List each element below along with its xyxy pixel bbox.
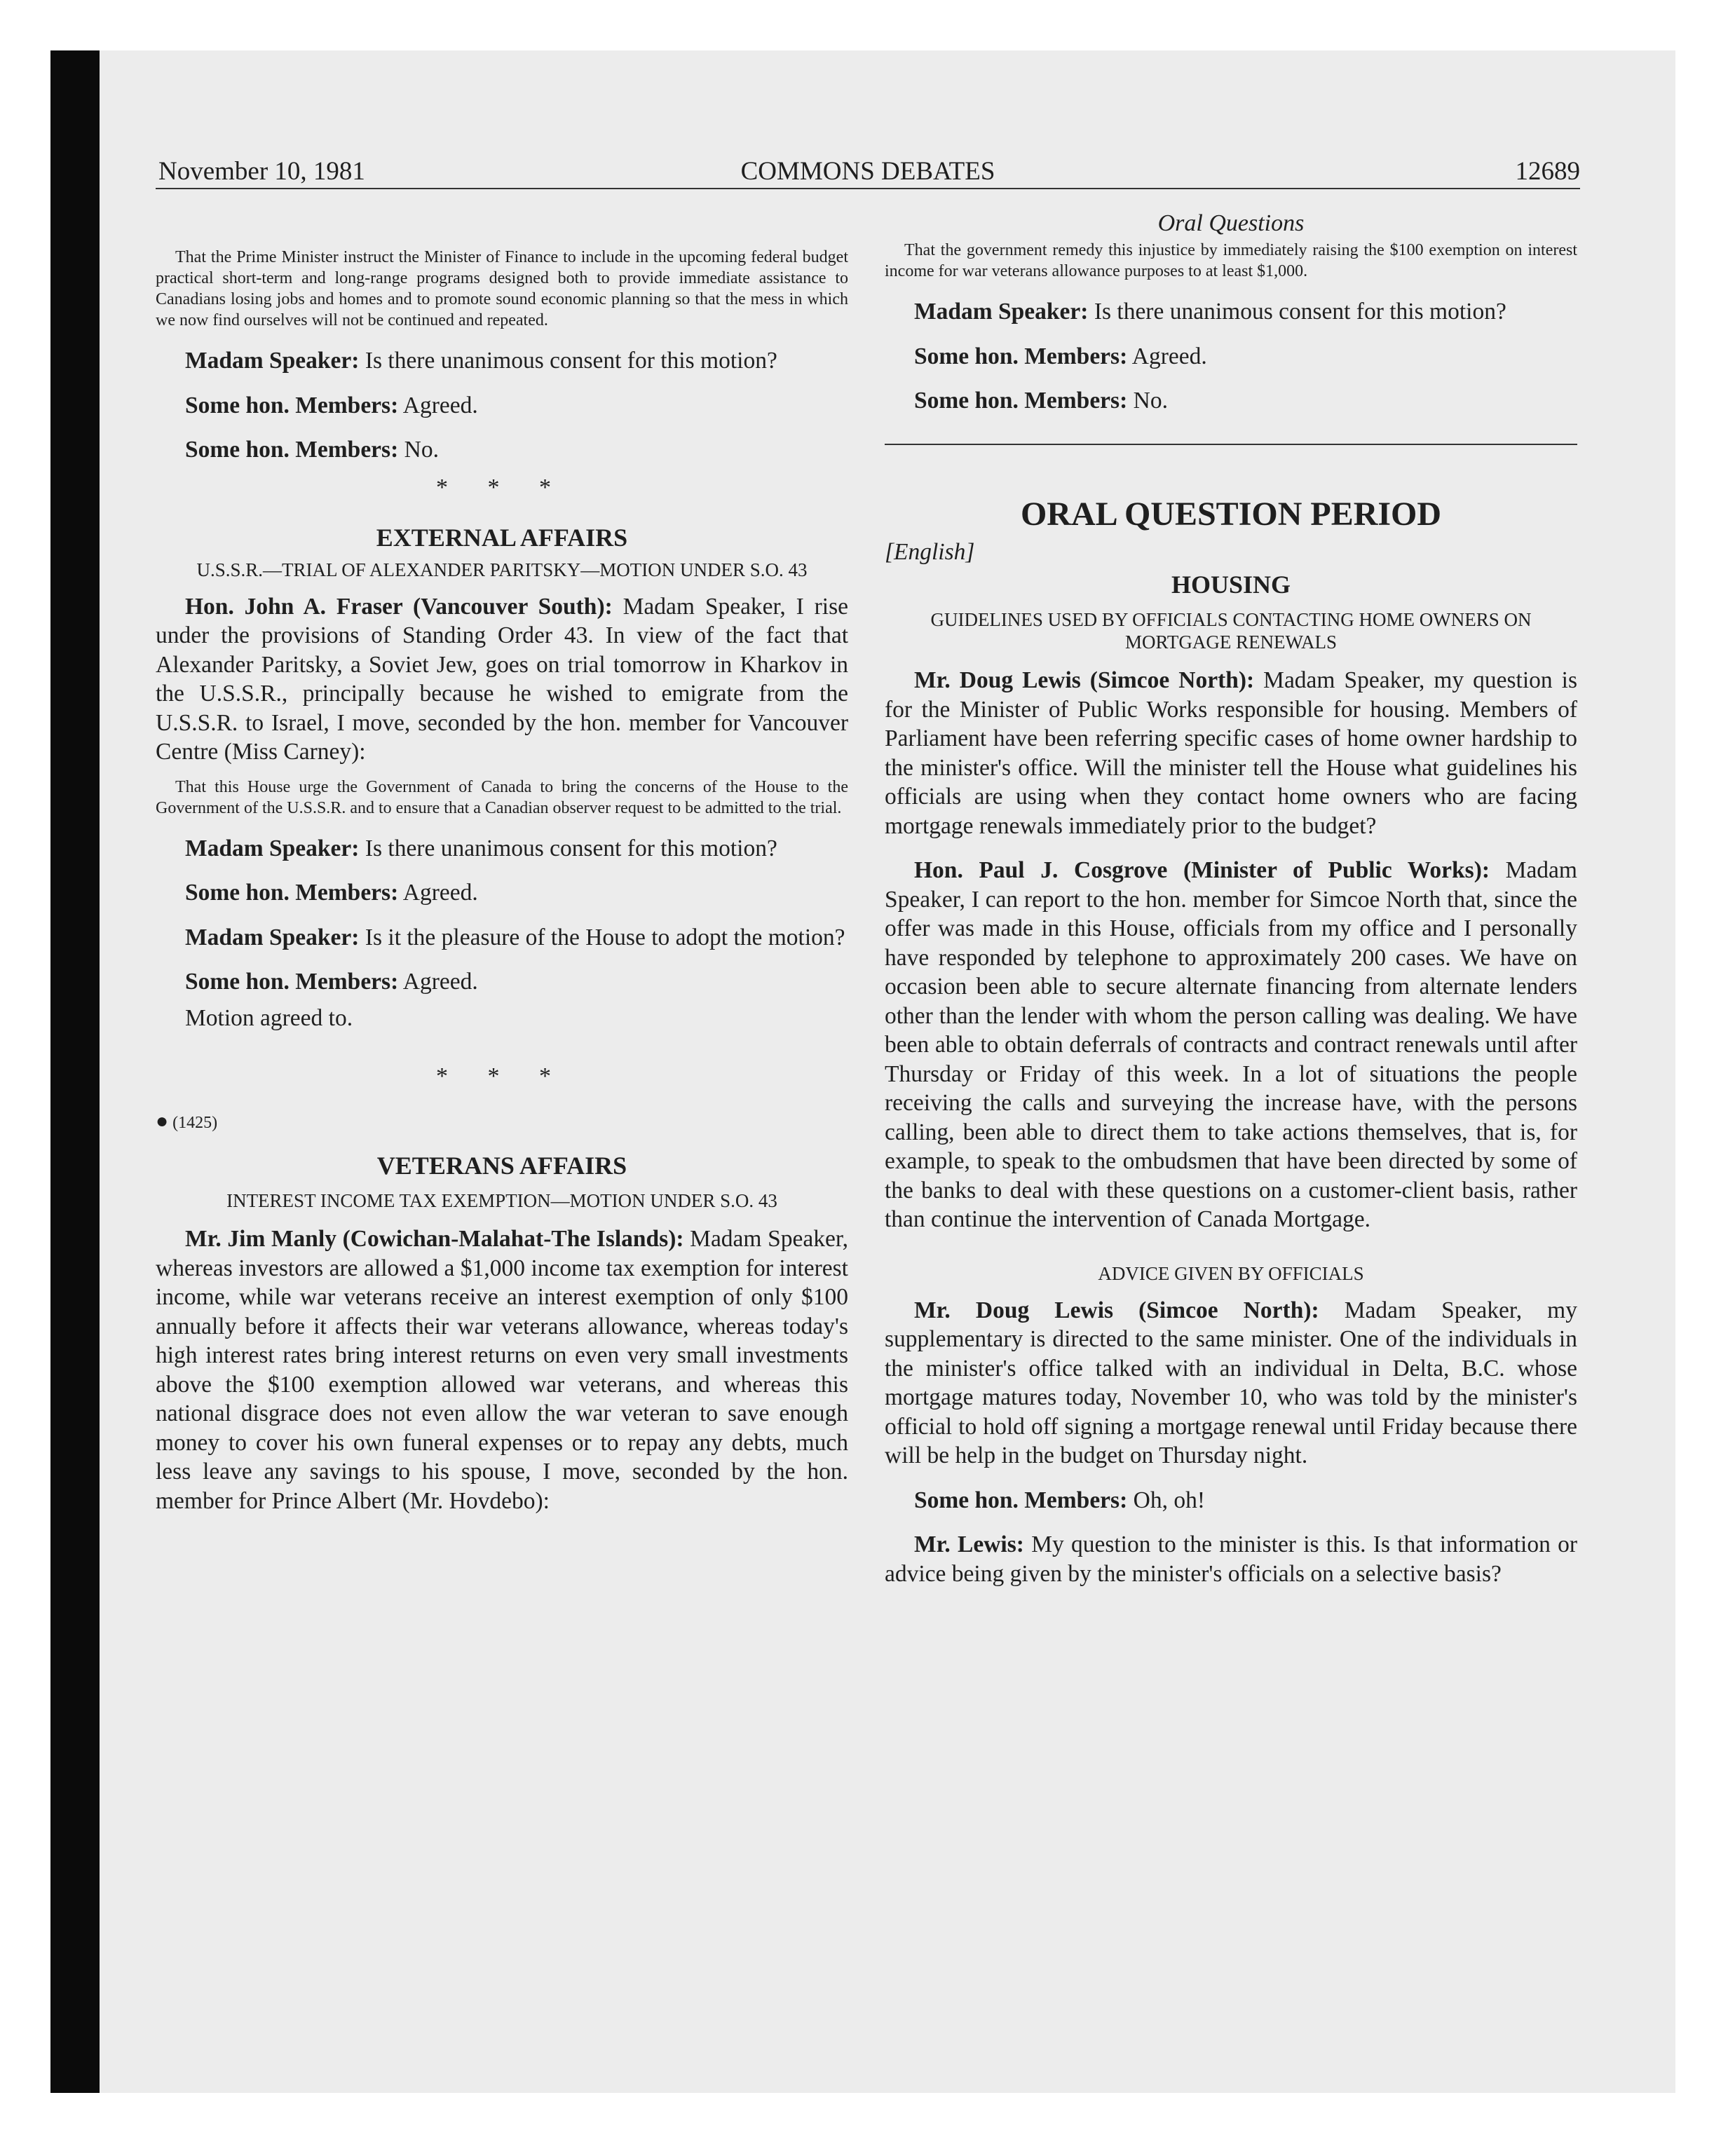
subsection-heading: ADVICE GIVEN BY OFFICIALS — [1098, 1262, 1364, 1284]
motion-text: That this House urge the Government of Canada to bring the concerns of the House to the Government of the U.S.S.R. and to ensure that a Canadian observer request to be admitted to the trial. — [156, 777, 848, 817]
speaker-name: Mr. Doug Lewis (Simcoe North): — [914, 1297, 1319, 1323]
speaker-name: Mr. Doug Lewis (Simcoe North): — [914, 667, 1255, 693]
section-separator: * * * — [436, 474, 568, 500]
speech-text: Oh, oh! — [1133, 1487, 1205, 1513]
speech-text: Is it the pleasure of the House to adopt the motion? — [365, 924, 845, 950]
section-separator: * * * — [436, 1063, 568, 1089]
speech-paragraph — [156, 1224, 848, 1515]
subsection-heading: GUIDELINES USED BY OFFICIALS CONTACTING HOME OWNERS ON MORTGAGE RENEWALS — [930, 609, 1532, 653]
speaker-name: Some hon. Members: — [914, 1487, 1128, 1513]
speaker-name: Some hon. Members: — [185, 969, 399, 995]
speech-paragraph — [885, 297, 1577, 327]
speech-paragraph — [156, 346, 848, 376]
right-column — [885, 210, 1577, 1588]
page-header — [156, 156, 1580, 189]
speaker-name: Mr. Lewis: — [914, 1531, 1024, 1557]
speech-text: Is there unanimous consent for this motion? — [365, 835, 777, 861]
left-column — [156, 210, 848, 1515]
speaker-name: Madam Speaker: — [914, 299, 1089, 325]
speech-paragraph — [156, 391, 848, 421]
speech-text: Madam Speaker, my supplementary is directed to the same minister. One of the individuals in the minister's office talked with an individual in Delta, B.C. whose mortgage matures today, November 10, who was told by the minister's official to hold off signing a mortgage renewal until Friday because there will be help in the budget on Thursday night. — [885, 1297, 1577, 1468]
speech-text: Is there unanimous consent for this motion? — [1094, 299, 1506, 325]
speaker-name: Some hon. Members: — [914, 343, 1128, 369]
motion-text: That the Prime Minister instruct the Minister of Finance to include in the upcoming federal budget practical short-term and long-range programs designed both to provide immediate assistance to Canadians losing jobs and homes and to promote sound economic planning so that the mess in which we now find ourselves will not be continued and repeated. — [156, 248, 848, 329]
subsection-heading: INTEREST INCOME TAX EXEMPTION—MOTION UNDER S.O. 43 — [226, 1190, 777, 1211]
speech-paragraph — [885, 342, 1577, 371]
speech-text: Madam Speaker, whereas investors are allowed a $1,000 income tax exemption for interest income, while war veterans receive an interest exemption of only $100 annually before it affects their war veterans allowance, whereas today's high interest rates bring interest returns on even very small investments above the $100 exemption allowed war veterans, and whereas this national disgrace does not even allow the war veteran to save enough money to cover his own funeral expenses or to repay any debts, much less leave any savings to his spouse, I move, seconded by the hon. member for Prince Albert (Mr. Hovdebo): — [156, 1226, 849, 1514]
section-heading: EXTERNAL AFFAIRS — [376, 523, 628, 552]
speaker-name: Hon. John A. Fraser (Vancouver South): — [185, 593, 613, 620]
language-marker: [English] — [885, 538, 975, 565]
speech-text: Agreed. — [402, 392, 478, 418]
bullet-icon: ● — [156, 1110, 169, 1133]
speech-text: Is there unanimous consent for this motion? — [365, 348, 777, 374]
major-section-heading: ORAL QUESTION PERIOD — [1020, 495, 1442, 533]
header-date: November 10, 1981 — [158, 157, 365, 186]
speech-paragraph — [885, 666, 1577, 840]
speaker-name: Some hon. Members: — [185, 437, 399, 463]
speech-text: Madam Speaker, my question is for the Minister of Public Works responsible for housing. Members of Parliament have been referring specific cases of home owner hardship to the minister's office. Will the minister tell the House what guidelines his officials are using when they contact home owners who are facing mortgage renewals immediately prior to the budget? — [885, 667, 1577, 839]
speaker-name: Mr. Jim Manly (Cowichan-Malahat-The Islands): — [185, 1226, 684, 1252]
header-title: COMMONS DEBATES — [740, 157, 995, 186]
speech-text: Agreed. — [1131, 343, 1207, 369]
speech-paragraph — [156, 923, 848, 953]
time-marker-text: (1425) — [172, 1114, 218, 1132]
section-heading: HOUSING — [1171, 571, 1291, 599]
speech-paragraph — [156, 878, 848, 908]
speech-text: Agreed. — [402, 880, 478, 906]
speaker-name: Madam Speaker: — [185, 348, 360, 374]
speaker-name: Some hon. Members: — [185, 880, 399, 906]
speech-text: Madam Speaker, I rise under the provisions of Standing Order 43. In view of the fact that Alexander Paritsky, a Soviet Jew, goes on trial tomorrow in Kharkov in the U.S.S.R., principally because he wished to emigrate from the U.S.S.R. to Israel, I move, seconded by the hon. member for Vancouver Centre (Miss Carney): — [156, 593, 848, 765]
section-divider — [885, 444, 1577, 445]
speaker-name: Madam Speaker: — [185, 835, 360, 861]
time-marker — [156, 1111, 848, 1133]
header-page-number: 12689 — [1515, 157, 1580, 186]
binding-edge — [50, 50, 100, 2093]
motion-text: That the government remedy this injustice by immediately raising the $100 exemption on interest income for war veterans allowance purposes to at least $1,000. — [885, 241, 1577, 280]
speech-paragraph — [156, 435, 848, 465]
speaker-name: Madam Speaker: — [185, 924, 360, 950]
speech-paragraph — [885, 386, 1577, 416]
subsection-heading: U.S.S.R.—TRIAL OF ALEXANDER PARITSKY—MOTION UNDER S.O. 43 — [196, 559, 808, 580]
speaker-name: Some hon. Members: — [185, 392, 399, 418]
speech-text: My question to the minister is this. Is that information or advice being given by the minister's officials on a selective basis? — [885, 1531, 1578, 1587]
speech-paragraph — [885, 1296, 1577, 1471]
speech-text: Madam Speaker, I can report to the hon. member for Simcoe North that, since the offer was made in this House, officials from my office and I personally have responded by telephone to approximately 200 cases. We have on occasion been able to secure alternate financing from alternate lenders other than the lender with whom the person calling was dealing. We have been able to obtain deferrals of contracts and contract renewals until after Thursday or Friday of this week. In a lot of situations the people receiving the calls and surveying the increase have, with the persons calling, been able to direct them to take actions themselves, that is, for example, to speak to the ombudsmen that have been directed by some of the banks to deal with these questions on a customer-client basis, rather than continue the intervention of Canada Mortgage. — [885, 857, 1577, 1232]
section-heading: VETERANS AFFAIRS — [376, 1152, 627, 1180]
speaker-name: Some hon. Members: — [914, 388, 1128, 414]
speech-text: Agreed. — [402, 969, 478, 995]
speech-paragraph — [156, 967, 848, 997]
speech-paragraph — [156, 592, 848, 767]
speech-paragraph — [156, 834, 848, 864]
speech-text: No. — [1133, 388, 1168, 414]
speech-paragraph — [885, 856, 1577, 1234]
speech-text: No. — [404, 437, 439, 463]
speech-paragraph — [885, 1530, 1577, 1588]
speech-paragraph — [885, 1486, 1577, 1515]
running-head: Oral Questions — [1157, 210, 1305, 236]
motion-result: Motion agreed to. — [185, 1004, 353, 1031]
speaker-name: Hon. Paul J. Cosgrove (Minister of Public Works): — [914, 857, 1490, 883]
